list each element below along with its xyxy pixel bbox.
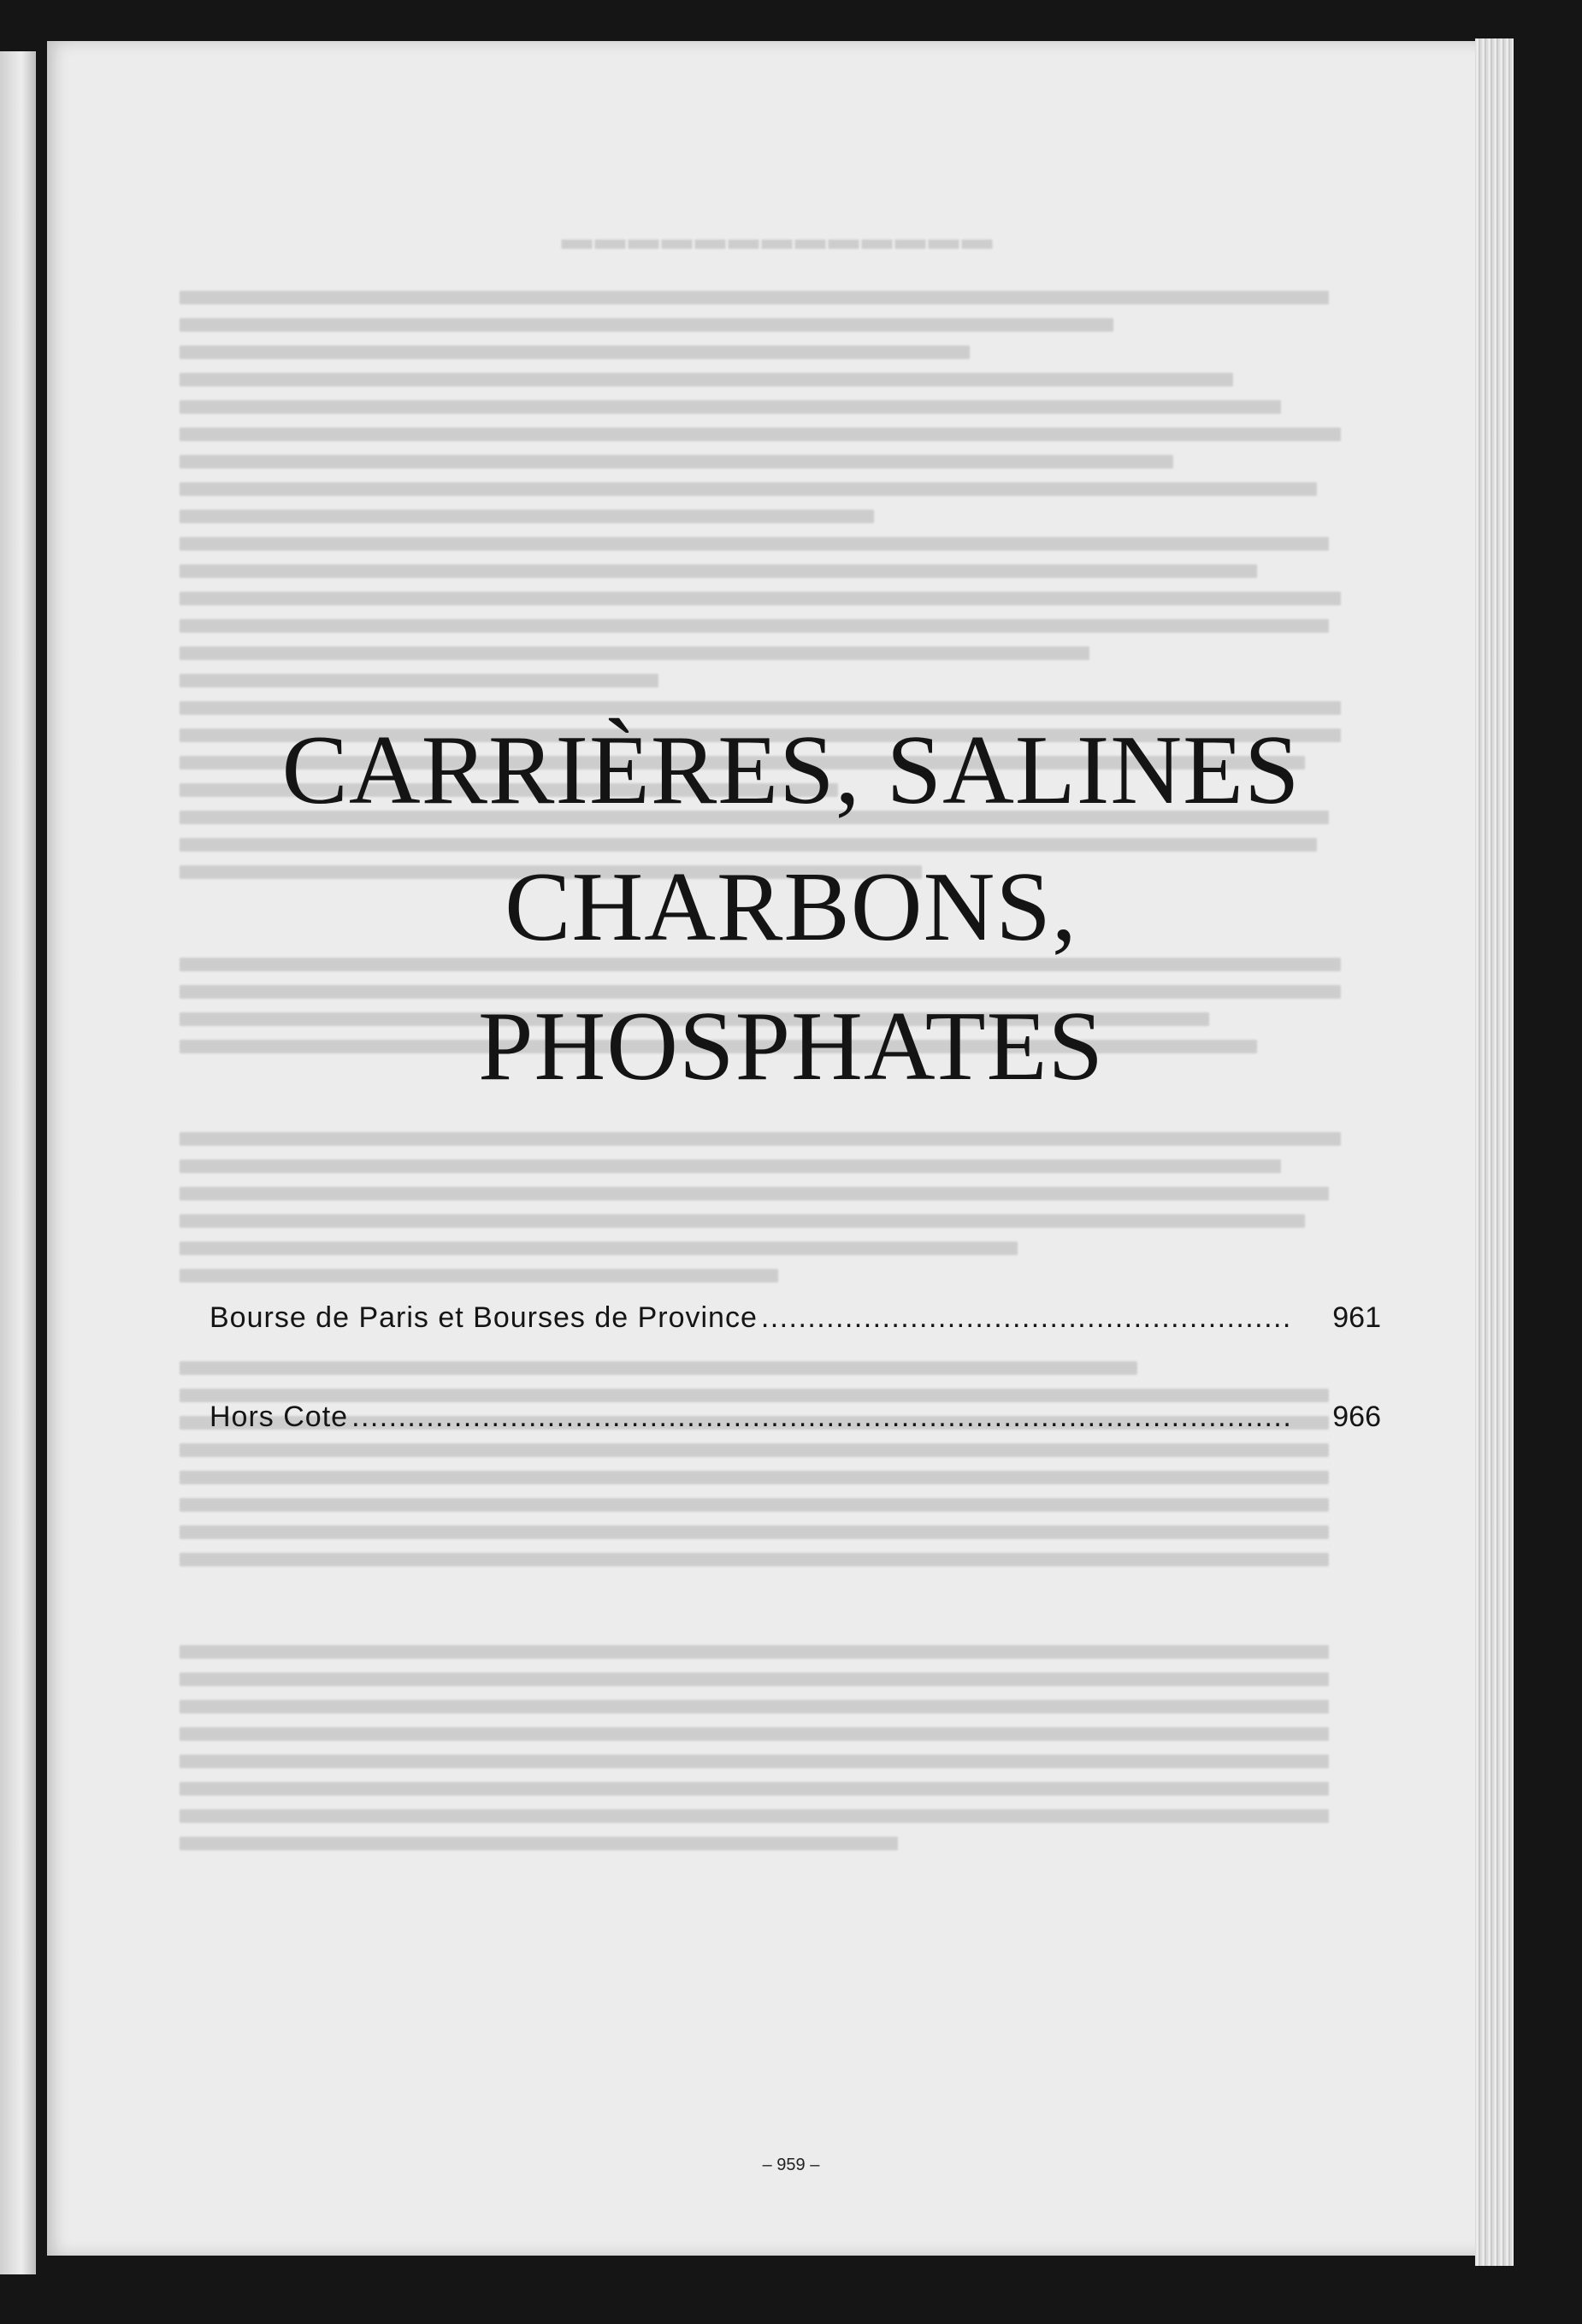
show-through-text: ▬▬▬▬▬▬▬▬▬▬▬▬▬ xyxy=(180,221,1377,2170)
section-title-line-1: CARRIÈRES, SALINES xyxy=(281,716,1301,825)
toc-entry-label: Hors Cote xyxy=(210,1401,349,1433)
page-number: – 959 – xyxy=(762,2156,820,2174)
dot-leader xyxy=(761,1301,1291,1335)
section-title-line-2: CHARBONS, xyxy=(505,852,1077,962)
page xyxy=(47,41,1492,2256)
left-page-edge xyxy=(0,51,36,2274)
toc-entry-page-number: 966 xyxy=(1332,1401,1381,1433)
toc-entry-bourse-de-paris[interactable] xyxy=(210,1301,1381,1336)
page-stack-edge xyxy=(1475,38,1514,2266)
dot-leader xyxy=(351,1401,1291,1434)
toc-entry-label: Bourse de Paris et Bourses de Province xyxy=(210,1301,758,1334)
toc-entry-hors-cote[interactable] xyxy=(210,1401,1381,1435)
section-title-line-3: PHOSPHATES xyxy=(478,992,1104,1101)
toc-entry-page-number: 961 xyxy=(1332,1301,1381,1334)
